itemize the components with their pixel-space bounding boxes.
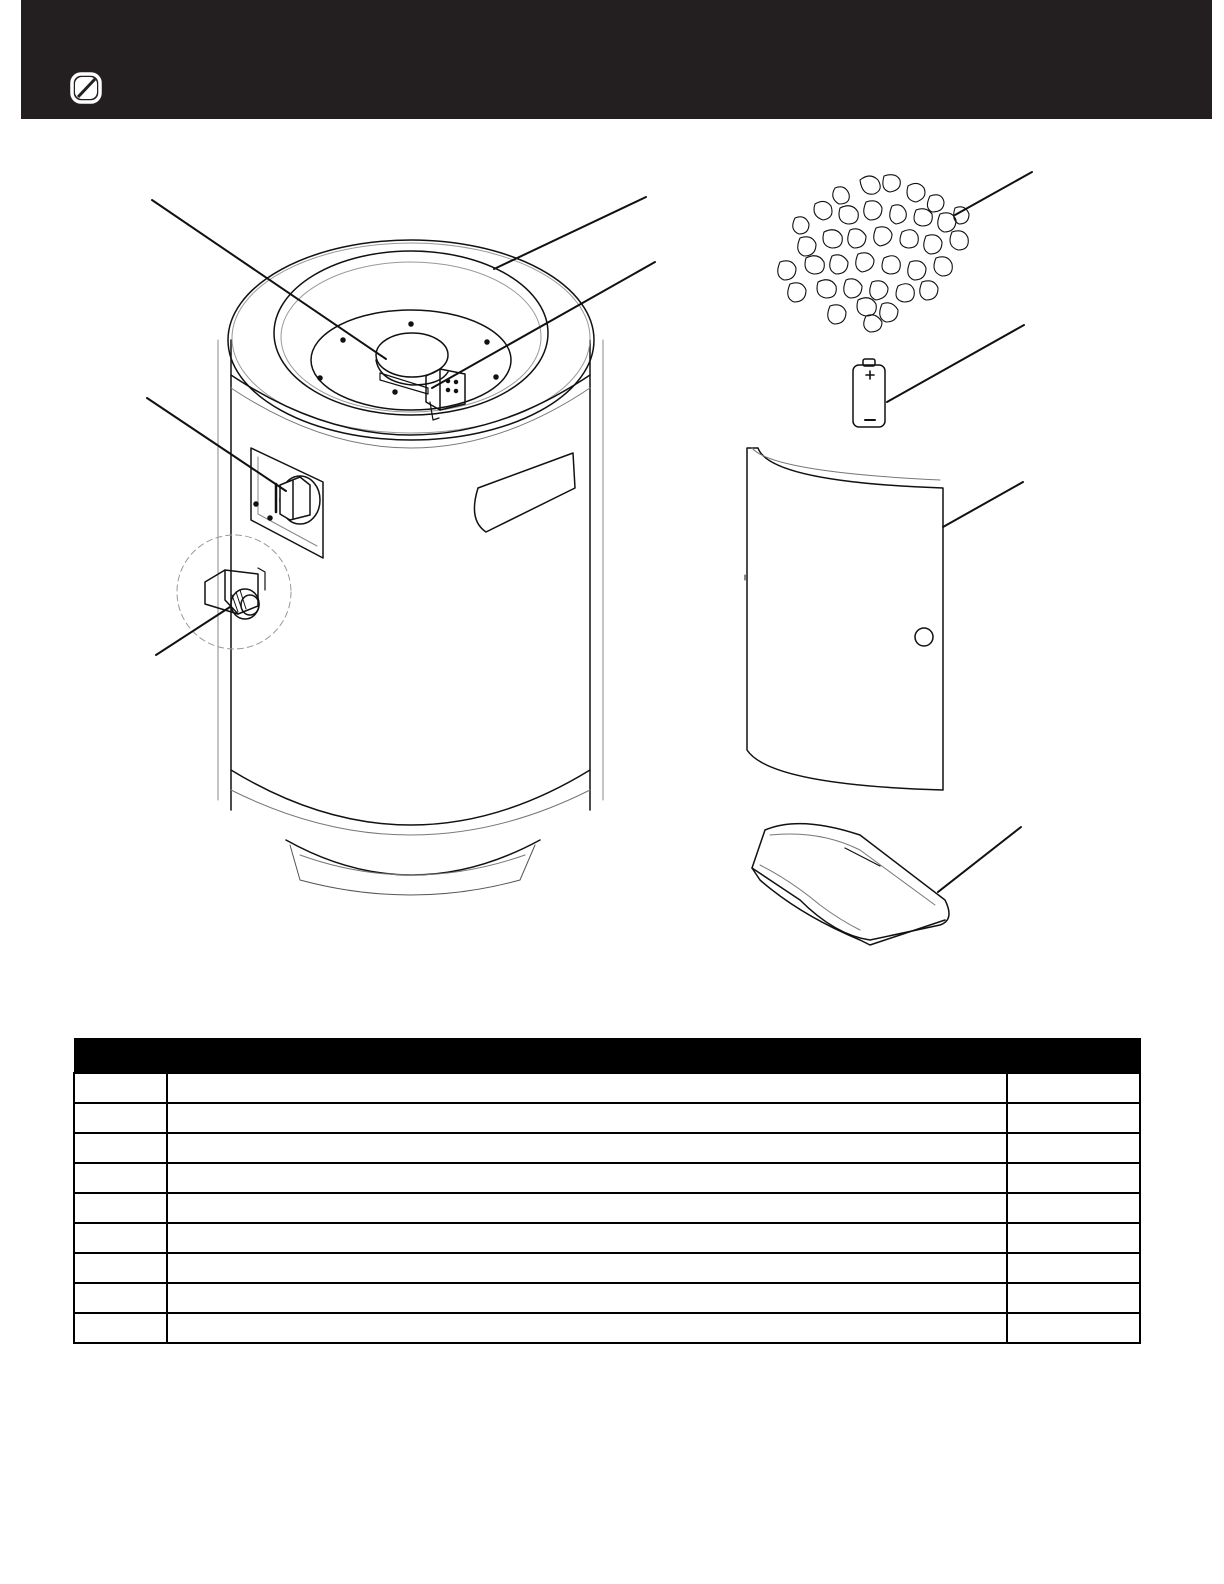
ignition-button-icon [177, 535, 291, 649]
cell-key [74, 1103, 167, 1133]
parts-diagram [0, 120, 1224, 1020]
table-row [74, 1073, 1140, 1103]
cell-key [74, 1163, 167, 1193]
control-knob-icon [276, 476, 320, 524]
table-row [74, 1133, 1140, 1163]
cell-quantity [1007, 1313, 1140, 1343]
cell-description [167, 1313, 1007, 1343]
table-row [74, 1313, 1140, 1343]
cell-description [167, 1073, 1007, 1103]
cell-quantity [1007, 1133, 1140, 1163]
column-header-description [167, 1039, 1007, 1074]
cell-description [167, 1163, 1007, 1193]
table-header-row [74, 1039, 1140, 1074]
cell-description [167, 1193, 1007, 1223]
table-row [74, 1103, 1140, 1133]
cell-key [74, 1073, 167, 1103]
column-header-quantity [1007, 1039, 1140, 1074]
lava-rocks-icon [778, 175, 969, 332]
cell-description [167, 1133, 1007, 1163]
battery-icon [853, 359, 885, 427]
cell-quantity [1007, 1073, 1140, 1103]
table-row [74, 1163, 1140, 1193]
cell-description [167, 1223, 1007, 1253]
cell-key [74, 1133, 167, 1163]
table-row [74, 1193, 1140, 1223]
cell-key [74, 1313, 167, 1343]
cell-key [74, 1253, 167, 1283]
cell-quantity [1007, 1103, 1140, 1133]
cell-quantity [1007, 1253, 1140, 1283]
cell-quantity [1007, 1283, 1140, 1313]
fire-pit-body-icon [218, 240, 603, 895]
table-row [74, 1283, 1140, 1313]
access-door-icon [745, 448, 943, 790]
cover-icon [752, 824, 949, 945]
leaf-logo-icon [70, 72, 102, 104]
page-header-bar [21, 0, 1212, 119]
cell-key [74, 1223, 167, 1253]
cell-quantity [1007, 1163, 1140, 1193]
cell-description [167, 1253, 1007, 1283]
cell-key [74, 1193, 167, 1223]
table-row [74, 1223, 1140, 1253]
cell-quantity [1007, 1193, 1140, 1223]
cell-key [74, 1283, 167, 1313]
parts-list-table [73, 1038, 1141, 1344]
cell-description [167, 1283, 1007, 1313]
cell-quantity [1007, 1223, 1140, 1253]
cell-description [167, 1103, 1007, 1133]
table-row [74, 1253, 1140, 1283]
column-header-key [74, 1039, 167, 1074]
